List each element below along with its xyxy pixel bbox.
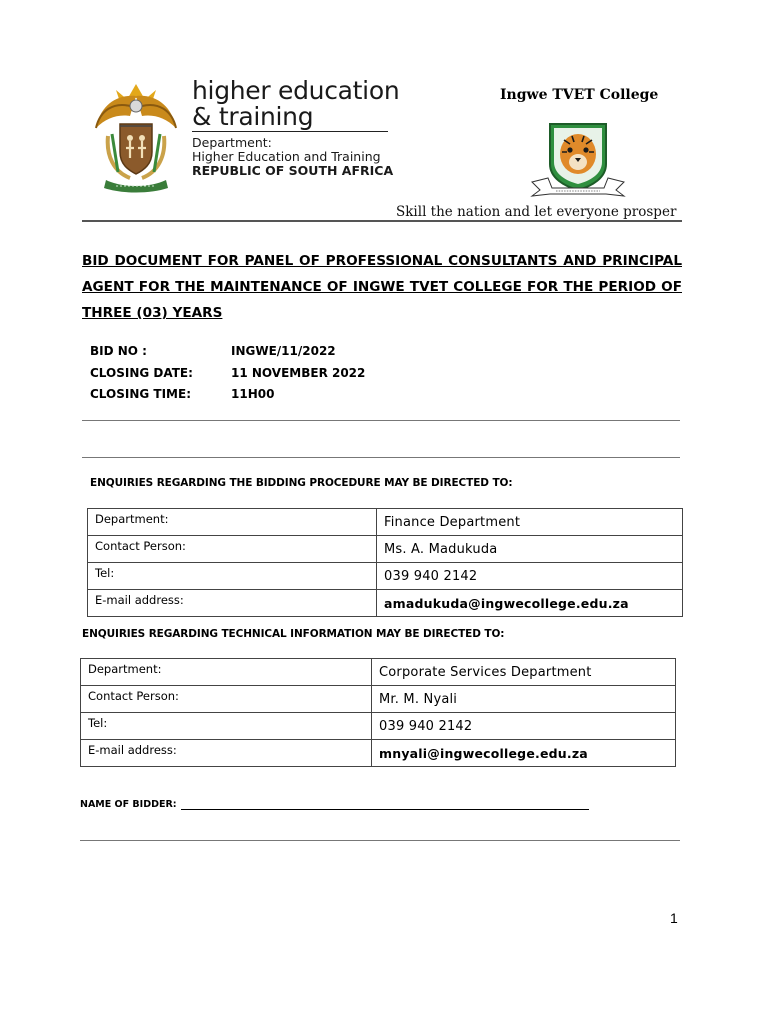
- dhet-line-4: Higher Education and Training: [192, 149, 381, 164]
- bidding-email-label: E-mail address:: [88, 590, 377, 617]
- closing-date-value: 11 NOVEMBER 2022: [231, 366, 366, 380]
- technical-department-label: Department:: [81, 659, 372, 686]
- south-africa-coat-of-arms-icon: [86, 76, 186, 194]
- bidding-email-value[interactable]: amadukuda@ingwecollege.edu.za: [377, 590, 683, 617]
- closing-time-label: CLOSING TIME:: [90, 387, 191, 401]
- divider-1: [82, 420, 680, 421]
- technical-contact-value: Mr. M. Nyali: [372, 686, 676, 713]
- college-name: Ingwe TVET College: [500, 87, 659, 103]
- bid-no-value: INGWE/11/2022: [231, 344, 336, 358]
- bidding-department-label: Department:: [88, 509, 377, 536]
- table-row: [88, 563, 683, 590]
- document-title: BID DOCUMENT FOR PANEL OF PROFESSIONAL CONSULTANTS AND PRINCIPAL AGENT FOR THE MAINTENANCE OF INGWE TVET COLLEGE FOR THE PERIOD OF THREE (03) YEARS: [82, 253, 682, 321]
- dhet-divider: [192, 131, 388, 132]
- dhet-line-2: & training: [192, 102, 314, 131]
- table-row: [81, 686, 676, 713]
- dhet-line-3: Department:: [192, 135, 272, 150]
- table-row: [88, 590, 683, 617]
- technical-contact-label: Contact Person:: [81, 686, 372, 713]
- closing-date-label: CLOSING DATE:: [90, 366, 193, 380]
- technical-tel-value: 039 940 2142: [372, 713, 676, 740]
- dhet-line-1: higher education: [192, 76, 400, 105]
- table-row: [88, 536, 683, 563]
- divider-2: [82, 457, 680, 458]
- bid-no-label: BID NO :: [90, 344, 147, 358]
- table-row: [81, 659, 676, 686]
- ingwe-tiger-crest-icon: [528, 120, 628, 198]
- table-row: [81, 713, 676, 740]
- technical-department-value: Corporate Services Department: [372, 659, 676, 686]
- bidding-tel-value: 039 940 2142: [377, 563, 683, 590]
- technical-email-value[interactable]: mnyali@ingwecollege.edu.za: [372, 740, 676, 767]
- bidding-department-value: Finance Department: [377, 509, 683, 536]
- college-tagline: Skill the nation and let everyone prosper: [396, 204, 677, 220]
- technical-tel-label: Tel:: [81, 713, 372, 740]
- divider-3: [80, 840, 680, 841]
- closing-time-value: 11H00: [231, 387, 275, 401]
- bidder-name-label: NAME OF BIDDER:: [80, 799, 177, 810]
- header-divider: [82, 220, 682, 222]
- bidding-contact-value: Ms. A. Madukuda: [377, 536, 683, 563]
- bidding-enquiries-heading: ENQUIRIES REGARDING THE BIDDING PROCEDURE MAY BE DIRECTED TO:: [90, 477, 513, 489]
- technical-email-label: E-mail address:: [81, 740, 372, 767]
- table-row: [88, 509, 683, 536]
- table-row: [81, 740, 676, 767]
- technical-enquiries-heading: ENQUIRIES REGARDING TECHNICAL INFORMATION MAY BE DIRECTED TO:: [82, 628, 505, 640]
- bidder-name-line[interactable]: [181, 809, 589, 810]
- dhet-line-5: REPUBLIC OF SOUTH AFRICA: [192, 163, 394, 178]
- page-number: 1: [670, 910, 678, 926]
- technical-enquiries-table: [80, 658, 676, 767]
- bidding-enquiries-table: [87, 508, 683, 617]
- bidding-contact-label: Contact Person:: [88, 536, 377, 563]
- bidding-tel-label: Tel:: [88, 563, 377, 590]
- dhet-wordmark: [192, 78, 399, 130]
